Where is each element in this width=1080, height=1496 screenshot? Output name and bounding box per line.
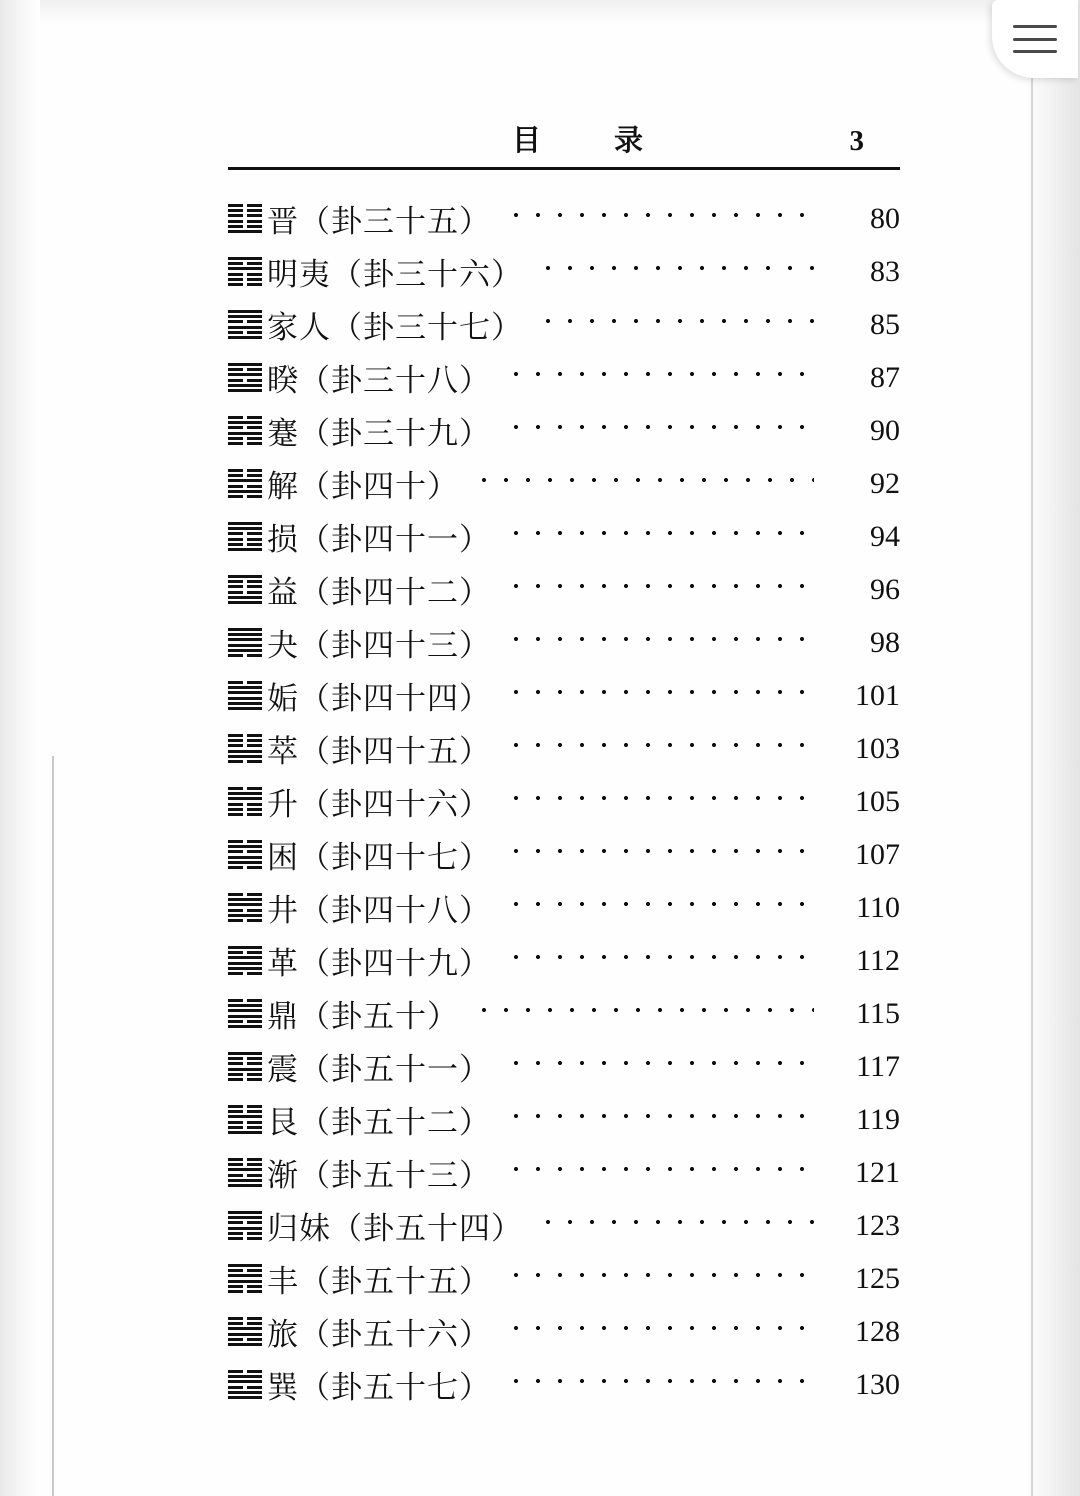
dot-leader bbox=[505, 953, 814, 961]
dot-leader bbox=[505, 847, 814, 855]
dot-leader bbox=[505, 794, 814, 802]
toc-entry-page: 110 bbox=[856, 890, 900, 924]
hexagram-icon bbox=[228, 257, 262, 287]
toc-entry-page: 103 bbox=[855, 731, 900, 765]
toc-entry[interactable] bbox=[228, 1093, 900, 1146]
hexagram-icon bbox=[228, 310, 262, 340]
dot-leader bbox=[537, 264, 814, 272]
dot-leader bbox=[505, 688, 814, 696]
dot-leader bbox=[505, 635, 814, 643]
toc-entry-page: 123 bbox=[855, 1208, 900, 1242]
toc-entry-page: 117 bbox=[856, 1049, 900, 1083]
dot-leader bbox=[505, 1324, 814, 1332]
toc-entry-title: 升（卦四十六） bbox=[267, 787, 491, 822]
table-of-contents bbox=[228, 118, 900, 1411]
toc-list bbox=[228, 192, 900, 1411]
page-right-gutter-line bbox=[1031, 0, 1033, 1496]
hamburger-menu-button[interactable] bbox=[992, 0, 1078, 78]
hexagram-icon bbox=[228, 522, 262, 552]
toc-entry[interactable] bbox=[228, 1252, 900, 1305]
hexagram-icon bbox=[228, 204, 262, 234]
toc-entry-title: 萃（卦四十五） bbox=[267, 734, 491, 769]
hexagram-icon bbox=[228, 575, 262, 605]
toc-entry[interactable] bbox=[228, 669, 900, 722]
toc-entry[interactable] bbox=[228, 563, 900, 616]
dot-leader bbox=[505, 211, 814, 219]
toc-entry[interactable] bbox=[228, 1358, 900, 1411]
toc-entry-title: 艮（卦五十二） bbox=[267, 1105, 491, 1140]
toc-entry-page: 92 bbox=[870, 466, 900, 500]
toc-entry-title: 家人（卦三十七） bbox=[267, 310, 523, 345]
toc-entry-title: 渐（卦五十三） bbox=[267, 1158, 491, 1193]
hexagram-icon bbox=[228, 628, 262, 658]
dot-leader bbox=[537, 1218, 814, 1226]
toc-entry-title: 损（卦四十一） bbox=[267, 522, 491, 557]
toc-entry-page: 130 bbox=[855, 1367, 900, 1401]
dot-leader bbox=[505, 1165, 814, 1173]
hamburger-menu-icon bbox=[1013, 25, 1057, 53]
page-top-shade bbox=[0, 0, 1080, 26]
toc-entry[interactable] bbox=[228, 775, 900, 828]
toc-entry-title: 姤（卦四十四） bbox=[267, 681, 491, 716]
toc-entry-title: 井（卦四十八） bbox=[267, 893, 491, 928]
toc-entry-title: 益（卦四十二） bbox=[267, 575, 491, 610]
toc-entry-page: 128 bbox=[855, 1314, 900, 1348]
toc-entry-page: 112 bbox=[856, 943, 900, 977]
toc-entry[interactable] bbox=[228, 351, 900, 404]
toc-entry-title: 夬（卦四十三） bbox=[267, 628, 491, 663]
toc-entry-page: 125 bbox=[855, 1261, 900, 1295]
toc-entry[interactable] bbox=[228, 192, 900, 245]
dot-leader bbox=[473, 476, 814, 484]
dot-leader bbox=[505, 370, 814, 378]
toc-entry-page: 83 bbox=[870, 254, 900, 288]
page-left-gutter-line bbox=[52, 756, 54, 1496]
toc-entry-page: 87 bbox=[870, 360, 900, 394]
toc-entry[interactable] bbox=[228, 510, 900, 563]
hexagram-icon bbox=[228, 469, 262, 499]
dot-leader bbox=[537, 317, 814, 325]
toc-entry-title: 旅（卦五十六） bbox=[267, 1317, 491, 1352]
toc-entry-page: 119 bbox=[856, 1102, 900, 1136]
toc-entry-title: 困（卦四十七） bbox=[267, 840, 491, 875]
toc-entry-title: 震（卦五十一） bbox=[267, 1052, 491, 1087]
toc-entry-page: 80 bbox=[870, 201, 900, 235]
hexagram-icon bbox=[228, 1105, 262, 1135]
toc-entry-title: 归妹（卦五十四） bbox=[267, 1211, 523, 1246]
hexagram-icon bbox=[228, 1264, 262, 1294]
toc-entry-title: 明夷（卦三十六） bbox=[267, 257, 523, 292]
dot-leader bbox=[473, 1006, 814, 1014]
hexagram-icon bbox=[228, 734, 262, 764]
page-header bbox=[228, 118, 900, 167]
toc-entry-page: 98 bbox=[870, 625, 900, 659]
dot-leader bbox=[505, 582, 814, 590]
toc-entry-page: 85 bbox=[870, 307, 900, 341]
page-number: 3 bbox=[849, 125, 864, 157]
toc-entry[interactable] bbox=[228, 1040, 900, 1093]
toc-entry[interactable] bbox=[228, 1199, 900, 1252]
toc-entry-page: 105 bbox=[855, 784, 900, 818]
hexagram-icon bbox=[228, 1211, 262, 1241]
toc-entry-page: 94 bbox=[870, 519, 900, 553]
page-title: 目 录 bbox=[512, 125, 666, 157]
toc-entry-title: 丰（卦五十五） bbox=[267, 1264, 491, 1299]
toc-entry-page: 90 bbox=[870, 413, 900, 447]
hexagram-icon bbox=[228, 893, 262, 923]
dot-leader bbox=[505, 1271, 814, 1279]
hexagram-icon bbox=[228, 787, 262, 817]
hexagram-icon bbox=[228, 946, 262, 976]
toc-entry[interactable] bbox=[228, 1146, 900, 1199]
dot-leader bbox=[505, 1059, 814, 1067]
toc-entry-title: 解（卦四十） bbox=[267, 469, 459, 504]
page-left-edge bbox=[0, 0, 40, 1496]
toc-entry-page: 107 bbox=[855, 837, 900, 871]
hexagram-icon bbox=[228, 1317, 262, 1347]
header-rule bbox=[228, 167, 900, 170]
dot-leader bbox=[505, 741, 814, 749]
hexagram-icon bbox=[228, 416, 262, 446]
toc-entry[interactable] bbox=[228, 1305, 900, 1358]
toc-entry[interactable] bbox=[228, 881, 900, 934]
hexagram-icon bbox=[228, 1370, 262, 1400]
toc-entry-title: 蹇（卦三十九） bbox=[267, 416, 491, 451]
dot-leader bbox=[505, 900, 814, 908]
toc-entry-page: 101 bbox=[855, 678, 900, 712]
toc-entry-title: 鼎（卦五十） bbox=[267, 999, 459, 1034]
hexagram-icon bbox=[228, 1052, 262, 1082]
hexagram-icon bbox=[228, 363, 262, 393]
toc-entry[interactable] bbox=[228, 987, 900, 1040]
toc-entry[interactable] bbox=[228, 934, 900, 987]
dot-leader bbox=[505, 1112, 814, 1120]
toc-entry[interactable] bbox=[228, 457, 900, 510]
toc-entry[interactable] bbox=[228, 245, 900, 298]
hexagram-icon bbox=[228, 840, 262, 870]
toc-entry-page: 115 bbox=[856, 996, 900, 1030]
toc-entry[interactable] bbox=[228, 298, 900, 351]
hexagram-icon bbox=[228, 1158, 262, 1188]
dot-leader bbox=[505, 529, 814, 537]
toc-entry-page: 121 bbox=[855, 1155, 900, 1189]
toc-entry-title: 睽（卦三十八） bbox=[267, 363, 491, 398]
hexagram-icon bbox=[228, 681, 262, 711]
toc-entry[interactable] bbox=[228, 616, 900, 669]
toc-entry-page: 96 bbox=[870, 572, 900, 606]
toc-entry[interactable] bbox=[228, 404, 900, 457]
toc-entry-title: 晋（卦三十五） bbox=[267, 204, 491, 239]
toc-entry-title: 革（卦四十九） bbox=[267, 946, 491, 981]
toc-entry[interactable] bbox=[228, 722, 900, 775]
toc-entry-title: 巽（卦五十七） bbox=[267, 1370, 491, 1405]
dot-leader bbox=[505, 423, 814, 431]
toc-entry[interactable] bbox=[228, 828, 900, 881]
dot-leader bbox=[505, 1377, 814, 1385]
hexagram-icon bbox=[228, 999, 262, 1029]
